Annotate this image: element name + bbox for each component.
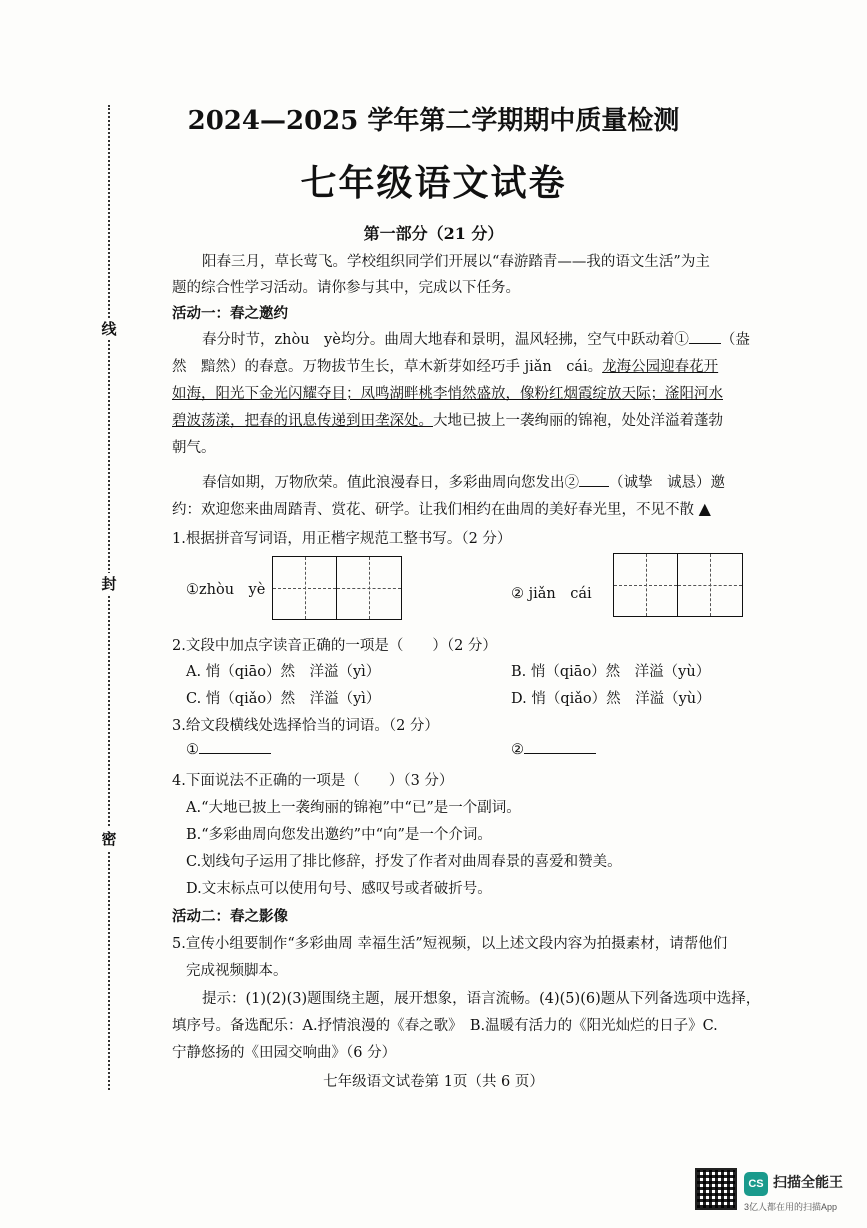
q4-text: 4.下面说法不正确的一项是（ ）（3 分） bbox=[172, 773, 454, 789]
activity1-p1-line1 bbox=[172, 328, 750, 349]
activity2-heading: 活动二：春之影像 bbox=[172, 908, 288, 925]
qr-code-icon bbox=[695, 1168, 737, 1210]
q3-answer-b bbox=[511, 742, 596, 758]
grid-cell bbox=[273, 557, 337, 619]
q3-text: 3.给文段横线处选择恰当的词语。（2 分） bbox=[172, 718, 439, 734]
intro-line-1: 阳春三月，草长莺飞。学校组织同学们开展以“春游踏青——我的语文生活”为主 bbox=[202, 254, 710, 270]
triangle-icon: ▲ bbox=[698, 499, 711, 518]
q5-line-2: 完成视频脚本。 bbox=[186, 963, 288, 979]
binding-char-mi: 密 bbox=[99, 828, 119, 850]
activity1-p2-l1-tail: （诚挚 诚恳）邀 bbox=[609, 475, 725, 491]
activity1-p1-l1-text: 春分时节，zhòu yè均分。曲周大地春和景明，温风轻拂，空气中跃动着① bbox=[202, 332, 689, 348]
q4-option-c: C.划线句子运用了排比修辞，抒发了作者对曲周春景的喜爱和赞美。 bbox=[186, 854, 622, 870]
underlined-sentence-part2: 如海，阳光下金光闪耀夺目；凤鸣湖畔桃李悄然盛放，像粉红烟霞绽放天际；滏阳河水 bbox=[172, 386, 723, 402]
answer-grid-b[interactable] bbox=[613, 553, 743, 617]
binding-line bbox=[108, 105, 110, 1090]
q2-option-d: D. 悄（qiǎo）然 洋溢（yù） bbox=[511, 691, 711, 707]
activity1-p1-line4 bbox=[172, 409, 723, 430]
grid-cell bbox=[337, 557, 401, 619]
exam-title: 2024—2025 学年第二学期期中质量检测 bbox=[187, 106, 680, 136]
activity1-p1-l4-text: 大地已披上一袭绚丽的锦袍，处处洋溢着蓬勃 bbox=[433, 413, 723, 429]
activity1-p1-l1-tail: （盎 bbox=[720, 332, 750, 348]
underlined-sentence-part3: 碧波荡漾，把春的讯息传递到田垄深处。 bbox=[172, 413, 433, 429]
camscanner-name: 扫描全能王 bbox=[773, 1174, 843, 1190]
q3-b-label: ② bbox=[511, 742, 524, 758]
blank-2 bbox=[579, 486, 609, 487]
binding-char-xian: 线 bbox=[99, 318, 119, 340]
activity1-p1-line2 bbox=[172, 355, 718, 376]
activity1-p2-l1-text: 春信如期，万物欣荣。值此浪漫春日，多彩曲周向您发出② bbox=[202, 475, 579, 491]
q1-text: 1.根据拼音写词语，用正楷字规范工整书写。（2 分） bbox=[172, 531, 512, 547]
exam-subtitle: 七年级语文试卷 bbox=[300, 162, 567, 204]
q4-option-d: D.文末标点可以使用句号、感叹号或者破折号。 bbox=[186, 881, 492, 897]
activity1-p2-line1 bbox=[172, 471, 725, 492]
blank-1 bbox=[689, 343, 721, 344]
q2-text: 2.文段中加点字读音正确的一项是（ ）（2 分） bbox=[172, 638, 497, 654]
q1-a-label: ①zhòu yè bbox=[186, 582, 266, 598]
activity1-p1-l2-text: 然 黯然）的春意。万物拔节生长，草木新芽如经巧手 jiǎn cái。 bbox=[172, 359, 603, 375]
part-title: 第一部分（21 分） bbox=[363, 224, 504, 243]
tip-line-2: 填序号。备选配乐：A.抒情浪漫的《春之歌》 B.温暖有活力的《阳光灿烂的日子》C. bbox=[172, 1018, 718, 1034]
intro-line-2: 题的综合性学习活动。请你参与其中，完成以下任务。 bbox=[172, 280, 520, 296]
activity1-p1-line5: 朝气。 bbox=[172, 440, 216, 456]
q2-option-b: B. 悄（qiāo）然 洋溢（yù） bbox=[511, 664, 711, 680]
activity1-p2-l2-text: 约：欢迎您来曲周踏青、赏花、研学。让我们相约在曲周的美好春光里，不见不散 bbox=[172, 502, 694, 518]
tip-line-3: 宁静悠扬的《田园交响曲》（6 分） bbox=[172, 1045, 397, 1061]
camscanner-tagline: 3亿人都在用的扫描App bbox=[744, 1202, 838, 1212]
blank-q3-a[interactable] bbox=[199, 753, 271, 754]
q4-option-b: B.“多彩曲周向您发出邀约”中“向”是一个介词。 bbox=[186, 827, 492, 843]
q2-option-c: C. 悄（qiǎo）然 洋溢（yì） bbox=[186, 691, 381, 707]
q1-b-label: ② jiǎn cái bbox=[511, 586, 592, 602]
page-footer: 七年级语文试卷第 1页（共 6 页） bbox=[323, 1074, 544, 1090]
activity1-heading: 活动一：春之邀约 bbox=[172, 305, 288, 322]
underlined-sentence-part1: 龙海公园迎春花开 bbox=[602, 359, 719, 375]
q2-option-a: A. 悄（qiāo）然 洋溢（yì） bbox=[186, 664, 381, 680]
grid-cell bbox=[678, 554, 742, 616]
q5-line-1: 5.宣传小组要制作“多彩曲周 幸福生活”短视频，以上述文段内容为拍摄素材，请帮他们 bbox=[172, 936, 728, 952]
activity1-p2-line2 bbox=[172, 498, 711, 519]
tip-line-1: 提示：(1)(2)(3)题围绕主题，展开想象，语言流畅。(4)(5)(6)题从下列备选项中选择， bbox=[202, 991, 761, 1007]
answer-grid-a[interactable] bbox=[272, 556, 402, 620]
q3-answer-a bbox=[186, 742, 271, 758]
binding-char-feng: 封 bbox=[99, 573, 119, 595]
blank-q3-b[interactable] bbox=[524, 753, 596, 754]
q4-option-a: A.“大地已披上一袭绚丽的锦袍”中“已”是一个副词。 bbox=[186, 800, 521, 816]
camscanner-logo: CS bbox=[744, 1172, 768, 1196]
q3-a-label: ① bbox=[186, 742, 199, 758]
grid-cell bbox=[614, 554, 678, 616]
